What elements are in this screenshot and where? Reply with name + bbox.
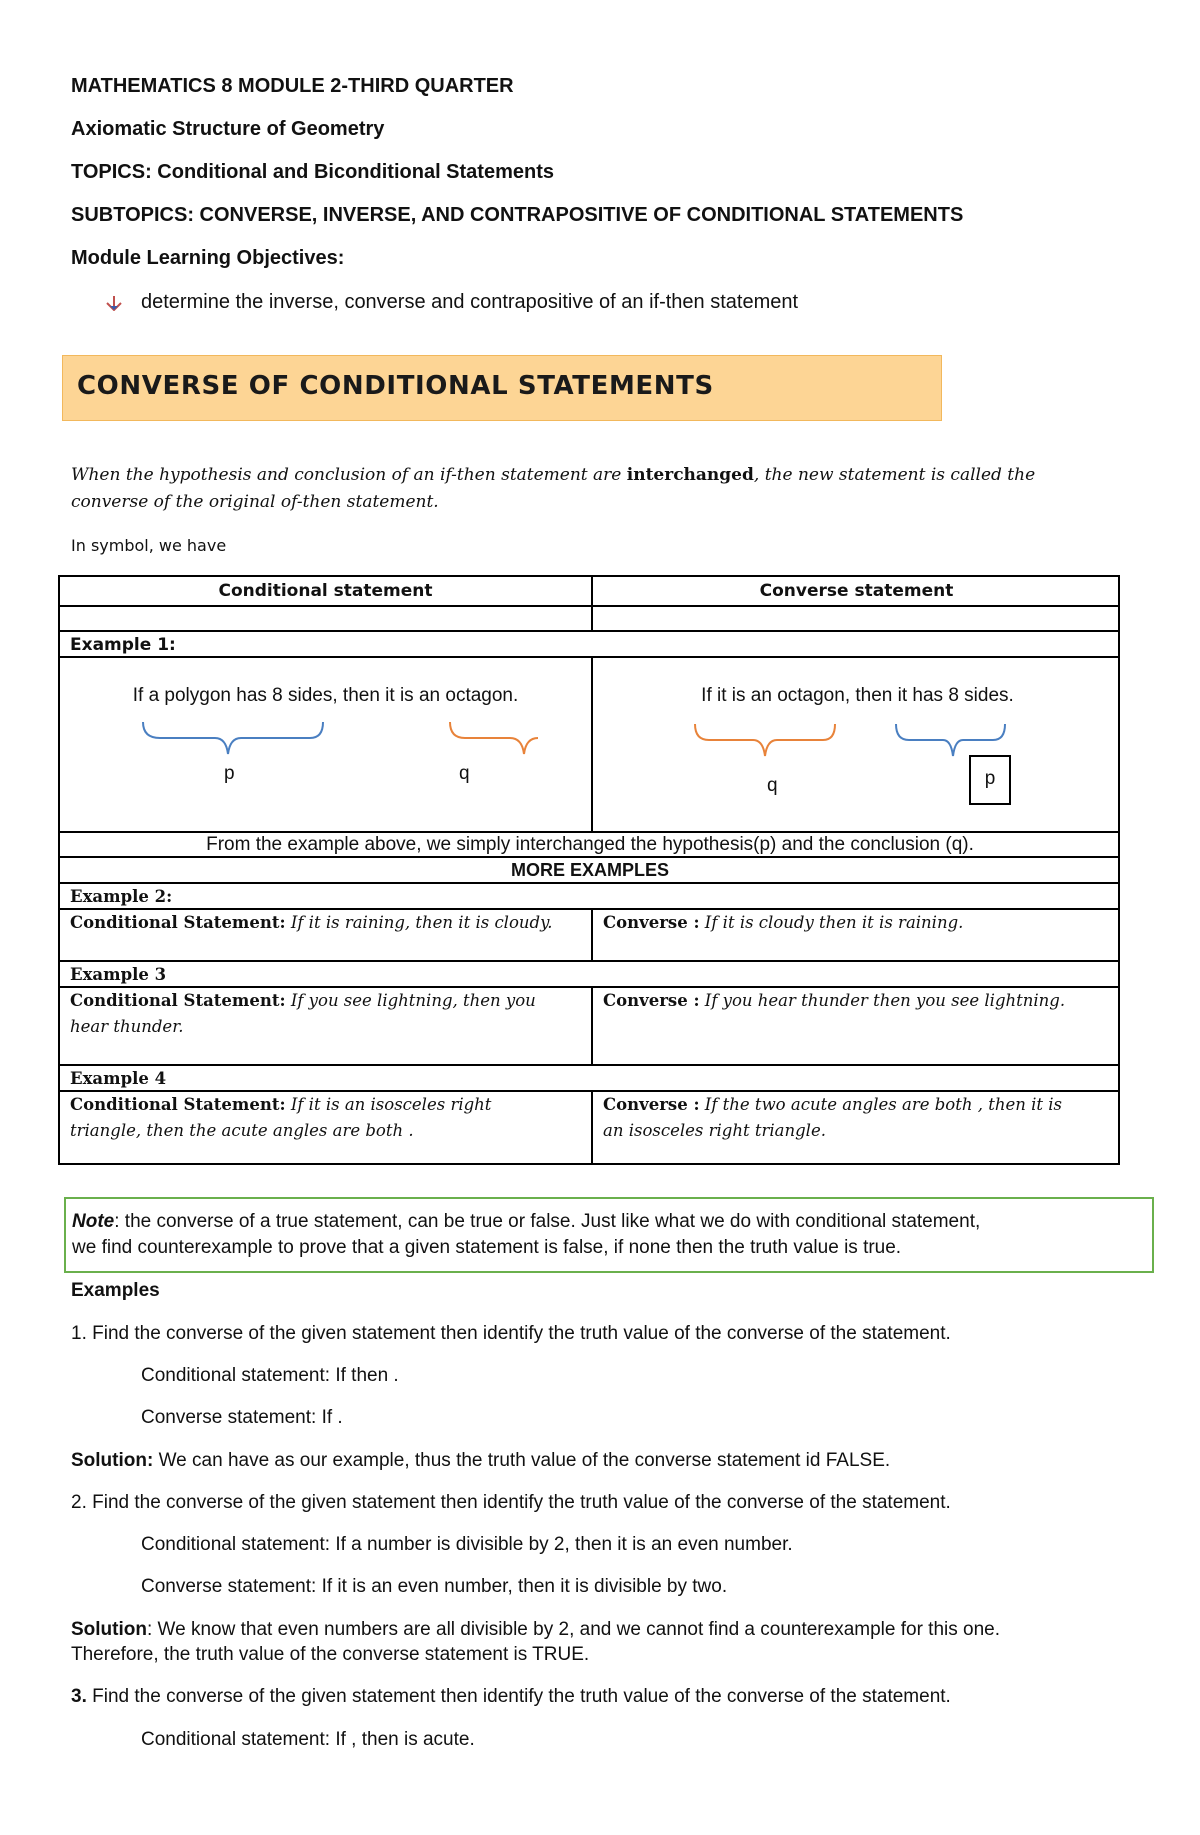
definition-line-2: converse of the original of-then statement. xyxy=(71,492,439,512)
brace-label-p: p xyxy=(984,768,996,789)
lesson-title: Axiomatic Structure of Geometry xyxy=(71,118,385,140)
example-1-converse: Converse statement: If . xyxy=(141,1407,343,1428)
more-examples-row: MORE EXAMPLES xyxy=(60,856,1120,882)
examples-title: Examples xyxy=(71,1280,160,1301)
empty-cell xyxy=(60,605,591,630)
brace-label-p: p xyxy=(224,763,235,784)
example3-converse xyxy=(591,986,1120,1064)
cond-text: If you see lightning, then you xyxy=(290,991,536,1010)
example1-conditional-cell xyxy=(60,656,591,831)
converse-table xyxy=(58,575,1120,1165)
conv-label: Converse : xyxy=(603,991,700,1010)
example-2-solution xyxy=(71,1618,1000,1642)
example-1-conditional: Conditional statement: If then . xyxy=(141,1365,399,1386)
subtopics-line: SUBTOPICS: CONVERSE, INVERSE, AND CONTRAPOSITIVE OF CONDITIONAL STATEMENTS xyxy=(71,204,964,226)
brace-diagram xyxy=(140,718,540,758)
conv-label: Converse : xyxy=(603,1095,700,1114)
objective-item: determine the inverse, converse and contrapositive of an if-then statement xyxy=(141,291,799,313)
example2-conditional xyxy=(60,908,591,960)
empty-cell xyxy=(591,605,1120,630)
definition-bold: interchanged xyxy=(626,465,754,485)
bullet-arrow-icon xyxy=(105,295,123,311)
example3-conditional xyxy=(60,986,591,1064)
banner-title: CONVERSE OF CONDITIONAL STATEMENTS xyxy=(77,371,714,401)
p-brace xyxy=(143,722,323,754)
cond-text-2: hear thunder. xyxy=(70,1017,184,1036)
solution-text: : We know that even numbers are all divisible by 2, and we cannot find a counterexample for this one. xyxy=(146,1619,1000,1640)
explanation-row: From the example above, we simply interchanged the hypothesis(p) and the conclusion (q). xyxy=(60,831,1120,856)
section-banner xyxy=(62,355,942,421)
conv-text: If the two acute angles are both , then it is xyxy=(704,1095,1063,1114)
example-2-conditional: Conditional statement: If a number is divisible by 2, then it is an even number. xyxy=(141,1534,793,1555)
example1-converse: If it is an octagon, then it has 8 sides. xyxy=(701,685,1014,706)
cond-text-2: triangle, then the acute angles are both . xyxy=(70,1121,414,1140)
solution-label: Solution xyxy=(71,1619,147,1640)
note-text: : the converse of a true statement, can be true or false. Just like what we do with conditional statement, xyxy=(114,1211,981,1232)
topics-line: TOPICS: Conditional and Biconditional Statements xyxy=(71,161,554,183)
definition-line-1 xyxy=(71,462,1035,488)
definition-text-2: , the new statement is called the xyxy=(753,465,1036,485)
brace-label-q: q xyxy=(767,775,778,796)
example1-label: Example 1: xyxy=(60,630,1120,656)
cond-text: If it is raining, then it is cloudy. xyxy=(290,913,553,932)
q-brace xyxy=(450,722,538,754)
example-2-prompt: 2. Find the converse of the given statement then identify the truth value of the converse of the statement. xyxy=(71,1492,951,1513)
col-header-converse: Converse statement xyxy=(591,577,1120,605)
objectives-title: Module Learning Objectives: xyxy=(71,247,345,269)
note-box xyxy=(64,1197,1154,1273)
example-3-conditional: Conditional statement: If , then is acute. xyxy=(141,1729,475,1750)
example4-converse xyxy=(591,1090,1120,1165)
example4-conditional xyxy=(60,1090,591,1165)
note-line-2: we find counterexample to prove that a given statement is false, if none then the truth value is true. xyxy=(72,1237,902,1258)
conv-text-2: an isosceles right triangle. xyxy=(603,1121,826,1140)
p-brace xyxy=(896,724,1005,756)
example-2-converse: Converse statement: If it is an even number, then it is divisible by two. xyxy=(141,1576,728,1597)
in-symbol-text: In symbol, we have xyxy=(71,536,227,555)
example4-label: Example 4 xyxy=(60,1064,1120,1090)
conv-label: Converse : xyxy=(603,913,700,932)
solution-text: We can have as our example, thus the truth value of the converse statement id FALSE. xyxy=(153,1450,891,1471)
example3-label: Example 3 xyxy=(60,960,1120,986)
example2-label: Example 2: xyxy=(60,882,1120,908)
note-label: Note xyxy=(72,1211,115,1232)
cond-label: Conditional Statement: xyxy=(70,1095,286,1114)
brace-label-q: q xyxy=(459,763,470,784)
p-label-box xyxy=(969,755,1011,805)
module-title: MATHEMATICS 8 MODULE 2-THIRD QUARTER xyxy=(71,75,514,97)
example-1-prompt: 1. Find the converse of the given statement then identify the truth value of the converse of the statement. xyxy=(71,1323,951,1344)
example-1-solution xyxy=(71,1449,890,1473)
brace-diagram-converse xyxy=(693,718,1033,758)
cond-label: Conditional Statement: xyxy=(70,913,286,932)
example-text: Find the converse of the given statement then identify the truth value of the converse of the statement. xyxy=(86,1686,951,1707)
solution-label: Solution: xyxy=(71,1450,154,1471)
col-header-conditional: Conditional statement xyxy=(218,581,433,601)
example2-converse xyxy=(591,908,1120,960)
example-number: 3. xyxy=(71,1686,87,1707)
note-line-1 xyxy=(72,1210,980,1234)
q-brace xyxy=(695,724,835,756)
cond-label: Conditional Statement: xyxy=(70,991,286,1010)
example1-conditional: If a polygon has 8 sides, then it is an octagon. xyxy=(132,685,519,706)
conv-text: If it is cloudy then it is raining. xyxy=(704,913,964,932)
example-3-prompt xyxy=(71,1685,951,1709)
cond-text: If it is an isosceles right xyxy=(290,1095,492,1114)
definition-text: When the hypothesis and conclusion of an if-then statement are xyxy=(71,465,627,485)
example-2-solution-line-2: Therefore, the truth value of the converse statement is TRUE. xyxy=(71,1644,590,1665)
conv-text: If you hear thunder then you see lightning. xyxy=(704,991,1066,1010)
example1-converse-cell xyxy=(591,656,1120,831)
